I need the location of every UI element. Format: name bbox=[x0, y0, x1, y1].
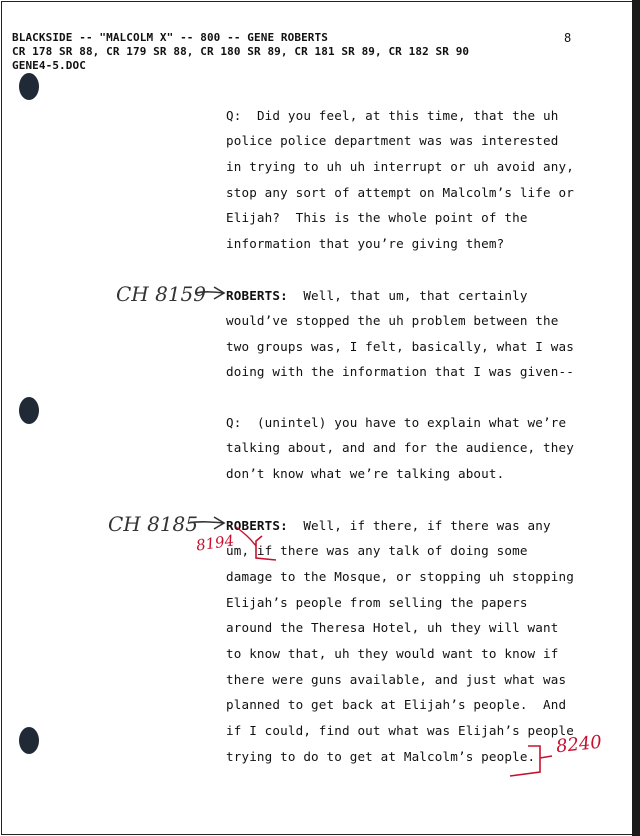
header-title: BLACKSIDE -- "MALCOLM X" -- 800 -- GENE ROBERTS bbox=[12, 31, 328, 44]
arrow-icon bbox=[188, 522, 224, 523]
red-bracket-mark bbox=[540, 756, 552, 758]
speaker-label: Q: bbox=[226, 415, 242, 430]
header-reel-codes: CR 178 SR 88, CR 179 SR 88, CR 180 SR 89, CR 181 SR 89, CR 182 SR 90 bbox=[12, 45, 470, 58]
transcript-line: stop any sort of attempt on Malcolm’s life or bbox=[226, 185, 574, 200]
transcript-line: if I could, find out what was Elijah’s people bbox=[226, 723, 574, 738]
transcript-line: information that you’re giving them? bbox=[226, 236, 505, 251]
transcript-line: don’t know what we’re talking about. bbox=[226, 466, 505, 481]
handwritten-red-timecode: 8194 bbox=[194, 531, 236, 555]
transcript-line: two groups was, I felt, basically, what I was bbox=[226, 339, 574, 354]
transcript-line: Elijah? This is the whole point of the bbox=[226, 210, 528, 225]
line-text: Well, if there, if there was any bbox=[303, 518, 551, 533]
transcript-line: around the Theresa Hotel, uh they will want bbox=[226, 620, 559, 635]
red-bracket-mark bbox=[256, 536, 276, 560]
transcript-line: talking about, and and for the audience, they bbox=[226, 440, 574, 455]
transcript-line: damage to the Mosque, or stopping uh stopping bbox=[226, 569, 574, 584]
speaker-label: ROBERTS: bbox=[226, 518, 288, 533]
transcript-line: um, if there was any talk of doing some bbox=[226, 543, 528, 558]
transcript-line: planned to get back at Elijah’s people. And bbox=[226, 697, 567, 712]
line-text: (unintel) you have to explain what we’re bbox=[256, 415, 567, 430]
header-filename: GENE4-5.DOC bbox=[12, 59, 86, 72]
transcript-line: police police department was was interested bbox=[226, 133, 559, 148]
transcript-line: doing with the information that I was given-- bbox=[226, 364, 574, 379]
handwritten-timecode: CH 8159 bbox=[116, 282, 206, 306]
line-text: Did you feel, at this time, that the uh bbox=[256, 108, 559, 123]
page-number: 8 bbox=[564, 31, 572, 45]
transcript-line: Elijah’s people from selling the papers bbox=[226, 595, 528, 610]
handwritten-red-timecode: 8240 bbox=[555, 731, 603, 758]
red-arrow-mark bbox=[236, 527, 256, 546]
transcript-line: in trying to uh uh interrupt or uh avoid any, bbox=[226, 159, 574, 174]
transcript-line: trying to do to get at Malcolm’s people. bbox=[226, 749, 536, 764]
line-text: Well, that um, that certainly bbox=[303, 288, 528, 303]
speaker-label: Q: bbox=[226, 108, 242, 123]
arrow-icon bbox=[196, 292, 224, 293]
speaker-label: ROBERTS: bbox=[226, 288, 288, 303]
handwritten-timecode: CH 8185 bbox=[108, 512, 198, 536]
transcript-line: would’ve stopped the uh problem between the bbox=[226, 313, 559, 328]
transcript-line: there were guns available, and just what was bbox=[226, 672, 567, 687]
transcript-line: to know that, uh they would want to know if bbox=[226, 646, 559, 661]
red-bracket-mark bbox=[510, 746, 540, 776]
